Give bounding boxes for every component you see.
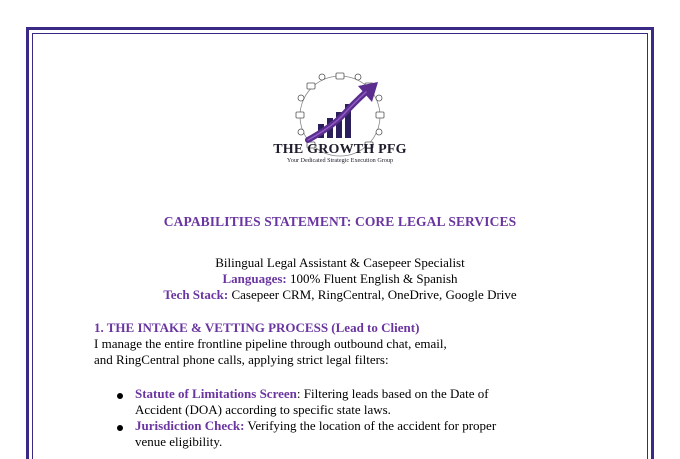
bullet-statute-line-2: Accident (DOA) according to specific state laws. xyxy=(135,402,391,417)
tech-stack-label: Tech Stack: xyxy=(163,287,229,302)
logo-subtitle: Your Dedicated Strategic Execution Group xyxy=(286,157,394,164)
languages-label: Languages: xyxy=(222,271,287,286)
bullet-jurisdiction-text: Verifying the location of the accident for proper xyxy=(244,418,497,433)
logo-title: THE GROWTH PFG xyxy=(273,142,407,157)
bullet-jurisdiction-label: Jurisdiction Check: xyxy=(135,418,245,433)
tech-stack-line xyxy=(0,287,680,303)
section-intro-line-2: and RingCentral phone calls, applying strict legal filters: xyxy=(94,352,389,367)
bullet-statute-line-1 xyxy=(135,386,489,402)
section-intro-line-1: I manage the entire frontline pipeline through outbound chat, email, xyxy=(94,336,447,351)
languages-line xyxy=(0,271,680,287)
role-line: Bilingual Legal Assistant & Casepeer Specialist xyxy=(215,255,465,270)
languages-value: 100% Fluent English & Spanish xyxy=(286,271,458,286)
bullet-dot xyxy=(117,393,123,399)
bullet-jurisdiction-line-1 xyxy=(135,418,496,434)
bullet-statute-label: Statute of Limitations Screen xyxy=(135,386,297,401)
document-title: CAPABILITIES STATEMENT: CORE LEGAL SERVICES xyxy=(163,214,517,229)
section-heading-intake: 1. THE INTAKE & VETTING PROCESS (Lead to Client) xyxy=(94,320,420,335)
bullet-dot xyxy=(117,425,123,431)
bullet-statute-text: : Filtering leads based on the Date of xyxy=(296,386,489,401)
tech-stack-value: Casepeer CRM, RingCentral, OneDrive, Google Drive xyxy=(228,287,517,302)
bullet-jurisdiction-line-2: venue eligibility. xyxy=(135,434,223,449)
